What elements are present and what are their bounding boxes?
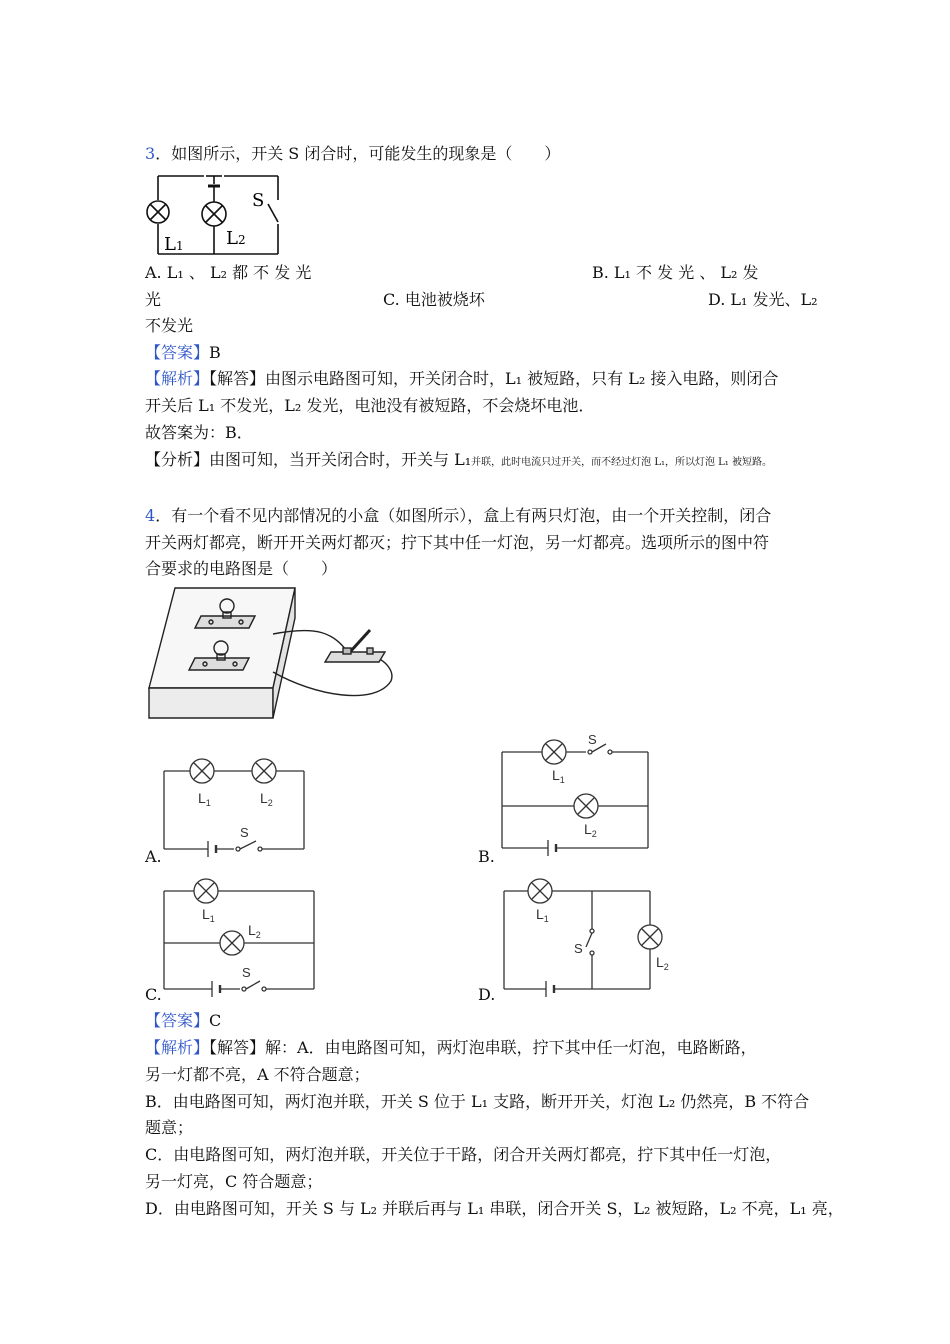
q3-analysis-line4 — [145, 447, 772, 476]
q3-circuit-diagram — [140, 170, 290, 260]
q3-fig-s-label: S — [252, 190, 265, 211]
q3-analysis-line1 — [145, 366, 778, 392]
q4d-s-label: S — [574, 941, 583, 956]
q3-analysis-text1: 【解答】由图示电路图可知，开关闭合时，L₁ 被短路，只有 L₂ 接入电路，则闭合 — [209, 369, 779, 388]
q3-option-b: B. L₁ 不 发 光 、 L₂ 发 — [592, 263, 759, 282]
q4a-s-label: S — [240, 825, 249, 840]
q3-option-b-cont: 光 — [145, 290, 162, 309]
q3-analysis-text4b: 并联，此时电流只过开关，而不经过灯泡 L₁，所以灯泡 L₁ 被短路。 — [471, 457, 772, 468]
q4-answer — [145, 1008, 221, 1034]
q3-answer — [145, 340, 221, 366]
q4-analysis-line3: B．由电路图可知，两灯泡并联，开关 S 位于 L₁ 支路，断开开关，灯泡 L₂ 仍然亮，B 不符合 — [145, 1092, 810, 1111]
q4-analysis-line1 — [145, 1035, 757, 1061]
q4c-l1-label: $L_1$ — [202, 906, 215, 924]
q4-number: 4 — [145, 506, 156, 525]
q4-analysis-tag: 【解析】 — [145, 1038, 210, 1057]
q4d-l2-label: $L_2$ — [656, 954, 669, 972]
q4-option-a-label: A. — [145, 847, 162, 866]
q3-fig-l1-label: L1 — [164, 234, 184, 255]
q4-analysis-line2: 另一灯都不亮，A 不符合题意； — [145, 1065, 370, 1084]
q4-answer-tag: 【答案】 — [145, 1011, 210, 1030]
q3-number: 3 — [145, 144, 156, 163]
q4-analysis-line5: C．由电路图可知，两灯泡并联，开关位于干路，闭合开关两灯都亮，拧下其中任一灯泡， — [145, 1145, 782, 1164]
q3-fig-l2-label: L2 — [226, 228, 246, 249]
q4-stem-line1 — [145, 503, 771, 529]
q4-option-b-diagram — [498, 730, 653, 860]
q3-answer-value: B — [209, 343, 221, 362]
q3-analysis-line3: 故答案为：B． — [145, 423, 253, 442]
q4-option-d-diagram — [500, 873, 680, 998]
q4-analysis-line6: 另一灯亮，C 符合题意； — [145, 1172, 323, 1191]
q3-analysis-tag: 【解析】 — [145, 369, 210, 388]
q4-box-illustration — [145, 586, 405, 721]
q3-stem-text: ．如图所示，开关 S 闭合时，可能发生的现象是（ ） — [155, 144, 561, 163]
q4-option-c-label: C. — [145, 985, 162, 1004]
q3-option-a: A. L₁ 、 L₂ 都 不 发 光 — [145, 263, 312, 282]
q3-option-d-cont: 不发光 — [145, 316, 194, 335]
q3-analysis-text4a: 【分析】由图可知，当开关闭合时，开关与 L₁ — [145, 450, 472, 469]
q4-analysis-text1: 【解答】解：A．由电路图可知，两灯泡串联，拧下其中任一灯泡，电路断路， — [209, 1038, 757, 1057]
q3-analysis-line2: 开关后 L₁ 不发光，L₂ 发光，电池没有被短路，不会烧坏电池． — [145, 396, 595, 415]
q3-option-d: D. L₁ 发光、L₂ — [708, 290, 818, 309]
q4b-l1-label: $L_1$ — [552, 767, 565, 785]
q4b-l2-label: $L_2$ — [584, 821, 597, 839]
q4-analysis-line7: D．由电路图可知，开关 S 与 L₂ 并联后再与 L₁ 串联，闭合开关 S，L₂ 被短路，L₂ 不亮，L₁ 亮， — [145, 1199, 844, 1218]
q4-option-c-diagram — [160, 873, 320, 998]
q4a-l2-label: $L_2$ — [260, 790, 273, 808]
q4a-l1-label: $L_1$ — [198, 790, 211, 808]
q4c-s-label: S — [242, 965, 251, 980]
q4-option-b-label: B. — [478, 847, 495, 866]
q4-stem-text1: ．有一个看不见内部情况的小盒（如图所示），盒上有两只灯泡，由一个开关控制，闭合 — [155, 506, 772, 525]
q4b-s-label: S — [588, 732, 597, 747]
q3-stem — [145, 141, 560, 167]
q4c-l2-label: $L_2$ — [248, 922, 261, 940]
q4-stem-line3: 合要求的电路图是（ ） — [145, 559, 338, 578]
q4d-l1-label: $L_1$ — [536, 906, 549, 924]
q3-answer-tag: 【答案】 — [145, 343, 210, 362]
q4-answer-value: C — [209, 1011, 222, 1030]
q4-stem-line2: 开关两灯都亮，断开开关两灯都灭；拧下其中任一灯泡，另一灯都亮。选项所示的图中符 — [145, 533, 770, 552]
q4-analysis-line4: 题意； — [145, 1118, 194, 1137]
q3-option-c: C. 电池被烧坏 — [383, 290, 485, 309]
q4-option-a-diagram — [160, 757, 310, 857]
q4-option-d-label: D. — [478, 985, 496, 1004]
